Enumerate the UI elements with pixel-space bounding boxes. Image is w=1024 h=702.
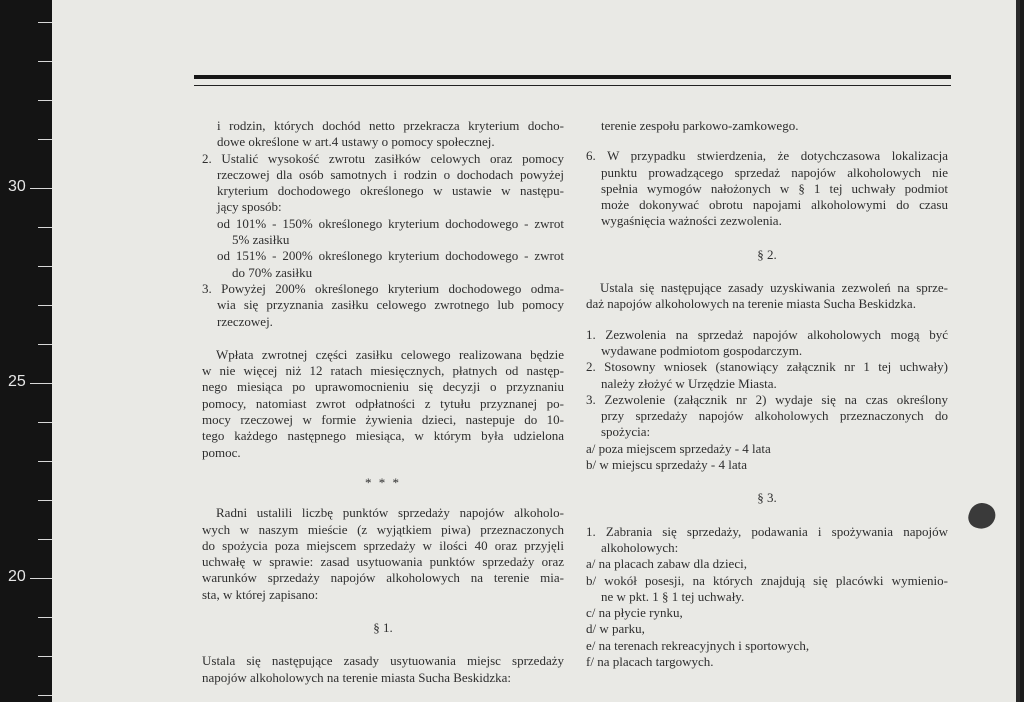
text-line: spożycia: bbox=[601, 424, 651, 440]
text-line: b/ wokół posesji, na których znajdują się placówki wymienio- bbox=[586, 572, 948, 588]
left-column bbox=[202, 118, 564, 686]
text-line: tego każdego następnego miesiąca, w którym była udzielona bbox=[202, 428, 564, 444]
text-line: jący sposób: bbox=[217, 199, 282, 215]
text-line: mocy rzeczowej w formie żywienia dzieci, nastepuje do 10- bbox=[202, 412, 564, 428]
ruler-tick bbox=[38, 266, 52, 267]
scan-ruler bbox=[0, 0, 52, 702]
ruler-tick bbox=[38, 695, 52, 696]
ruler-tick bbox=[38, 461, 52, 462]
ruler-tick bbox=[38, 61, 52, 62]
text-line: przy sprzedaży napojów alkoholowych przeznaczonych do bbox=[601, 408, 948, 424]
document-page bbox=[52, 0, 1020, 702]
text-line: do spożycia poza miejscem sprzedaży w ilości 40 oraz przyjęli bbox=[202, 537, 564, 553]
text-line: od 101% - 150% określonego kryterium dochodowego - zwrot bbox=[217, 215, 564, 231]
text-line: uchwałę w sprawie: zasad usytuowania punktów sprzedaży oraz bbox=[202, 554, 564, 570]
text-line: Ustala się następujące zasady uzyskiwania zezwoleń na sprze- bbox=[600, 280, 948, 296]
text-line: do 70% zasiłku bbox=[232, 264, 313, 280]
list-item-2 bbox=[202, 151, 564, 216]
text-line: dowe określone w art.4 ustawy o pomocy społecznej. bbox=[217, 134, 495, 150]
text-line: punktu prowadzącego sprzedaż napojów alkoholowych nie bbox=[601, 164, 948, 180]
text-line: wia się przyznania zasiłku celowego zwrotnego lub pomocy bbox=[217, 297, 564, 313]
s3-sub-b bbox=[586, 573, 948, 606]
s3-sub-e: e/ na terenach rekreacyjnych i sportowych, bbox=[586, 637, 810, 653]
s2-list-item-2 bbox=[586, 359, 948, 392]
s2-list-item-3 bbox=[586, 392, 948, 441]
text-line: rzeczowej. bbox=[217, 313, 273, 329]
text-line: należy złożyć w Urzędzie Miasta. bbox=[601, 375, 777, 391]
ruler-tick bbox=[38, 22, 52, 23]
paragraph-wplata bbox=[202, 347, 564, 461]
ruler-tick bbox=[38, 344, 52, 345]
ruler-tick bbox=[38, 656, 52, 657]
s3-sub-a: a/ na placach zabaw dla dzieci, bbox=[586, 556, 747, 572]
text-line: 1. Zezwolenia na sprzedaż napojów alkoholowych mogą być bbox=[586, 326, 948, 342]
s3-sub-d: d/ w parku, bbox=[586, 621, 645, 637]
text-line: Ustala się następujące zasady usytuowania miejsc sprzedaży bbox=[202, 653, 564, 669]
text-line: nego miesiąca po uprawomocnieniu się decyzji o przyznaniu bbox=[202, 379, 564, 395]
s2-list-item-1 bbox=[586, 327, 948, 360]
ruler-tick bbox=[30, 578, 52, 579]
paragraph-ustala-1 bbox=[202, 653, 564, 686]
section-heading-2: § 2. bbox=[757, 246, 777, 262]
ruler-tick bbox=[38, 617, 52, 618]
text-line: i rodzin, których dochód netto przekracza kryterium docho- bbox=[217, 118, 564, 133]
text-line: rzeczowej dla osób samotnych i rodzin o dochodach powyżej bbox=[217, 166, 564, 182]
ruler-label-30: 30 bbox=[8, 178, 26, 195]
ruler-tick bbox=[38, 139, 52, 140]
header-rule-thin bbox=[194, 85, 951, 86]
s3-sub-c: c/ na płycie rynku, bbox=[586, 605, 683, 621]
text-line: ne w pkt. 1 § 1 tej uchwały. bbox=[601, 588, 745, 604]
text-line: pomoc. bbox=[202, 444, 241, 460]
paragraph-continuation bbox=[202, 118, 564, 151]
text-line: pomocy, natomiast zwrot odpłatności z tytułu przyznanej po- bbox=[202, 395, 564, 411]
text-line: wydawane podmiotom gospodarczym. bbox=[601, 342, 803, 358]
text-line: wych w naszym mieście (z wyjątkiem piwa) przeznaczonych bbox=[202, 521, 564, 537]
list-item-3 bbox=[202, 281, 564, 330]
text-line: 2. Stosowny wniosek (stanowiący załącznik nr 1 tej uchwały) bbox=[586, 359, 948, 375]
text-line: 6. W przypadku stwierdzenia, że dotychczasowa lokalizacja bbox=[586, 148, 948, 164]
paragraph-ustala-2 bbox=[586, 280, 948, 313]
ruler-tick bbox=[38, 539, 52, 540]
text-line: spełnia wymogów nałożonych w § 1 tej uchwały podmiot bbox=[601, 180, 948, 196]
ruler-tick bbox=[30, 383, 52, 384]
text-line: może dokonywać obrotu napojami alkoholowymi do czasu bbox=[601, 197, 948, 213]
ruler-tick bbox=[38, 500, 52, 501]
ruler-tick bbox=[38, 422, 52, 423]
ruler-tick bbox=[30, 188, 52, 189]
text-line: Radni ustalili liczbę punktów sprzedaży napojów alkoholo- bbox=[216, 505, 564, 521]
binder-hole-mark bbox=[965, 499, 998, 532]
text-line: kryterium dochodowego określonego w ustawie w następu- bbox=[217, 183, 564, 199]
header-rule-thick bbox=[194, 75, 951, 79]
list-item-6 bbox=[586, 148, 948, 229]
s2-sub-a: a/ poza miejscem sprzedaży - 4 lata bbox=[586, 440, 771, 456]
text-line: napojów alkoholowych na terenie miasta Sucha Beskidzka: bbox=[202, 669, 512, 685]
text-line: terenie zespołu parkowo-zamkowego. bbox=[601, 118, 799, 133]
s3-list-item-1 bbox=[586, 524, 948, 557]
text-line: alkoholowych: bbox=[601, 539, 679, 555]
text-line: warunków sprzedaży napojów alkoholowych na terenie mia- bbox=[202, 570, 564, 586]
text-line: 5% zasiłku bbox=[232, 232, 290, 248]
s3-sub-f: f/ na placach targowych. bbox=[586, 654, 714, 670]
right-column bbox=[586, 118, 948, 670]
ruler-tick bbox=[38, 227, 52, 228]
text-line: 2. Ustalić wysokość zwrotu zasiłków celowych oraz pomocy bbox=[202, 150, 564, 166]
text-line: wygaśnięcia ważności zezwolenia. bbox=[601, 213, 782, 229]
section-heading-3: § 3. bbox=[757, 490, 777, 506]
text-line: 1. Zabrania się sprzedaży, podawania i spożywania napojów bbox=[586, 523, 948, 539]
paragraph-radni bbox=[202, 505, 564, 603]
range-item-2 bbox=[202, 248, 564, 281]
ruler-tick bbox=[38, 100, 52, 101]
text-line: od 151% - 200% określonego kryterium dochodowego - zwrot bbox=[217, 248, 564, 264]
range-item-1 bbox=[202, 216, 564, 249]
text-line: 3. Powyżej 200% określonego kryterium dochodowego odma- bbox=[202, 280, 564, 296]
text-line: daż napojów alkoholowych na terenie miasta Sucha Beskidzka. bbox=[586, 296, 916, 312]
text-line: 3. Zezwolenie (załącznik nr 2) wydaje się na czas określony bbox=[586, 391, 948, 407]
page-edge-shadow bbox=[1016, 0, 1020, 702]
s2-sub-b: b/ w miejscu sprzedaży - 4 lata bbox=[586, 457, 747, 473]
ruler-tick bbox=[38, 305, 52, 306]
text-line: w nie więcej niż 12 ratach miesięcznych, płatnych od następ- bbox=[202, 363, 564, 379]
ruler-label-25: 25 bbox=[8, 373, 26, 390]
ruler-label-20: 20 bbox=[8, 568, 26, 585]
text-line: Wpłata zwrotnej części zasiłku celowego realizowana będzie bbox=[216, 346, 564, 362]
section-heading-1: § 1. bbox=[373, 620, 393, 636]
section-separator-stars: * * * bbox=[365, 474, 401, 490]
text-line: sta, w której zapisano: bbox=[202, 586, 319, 602]
